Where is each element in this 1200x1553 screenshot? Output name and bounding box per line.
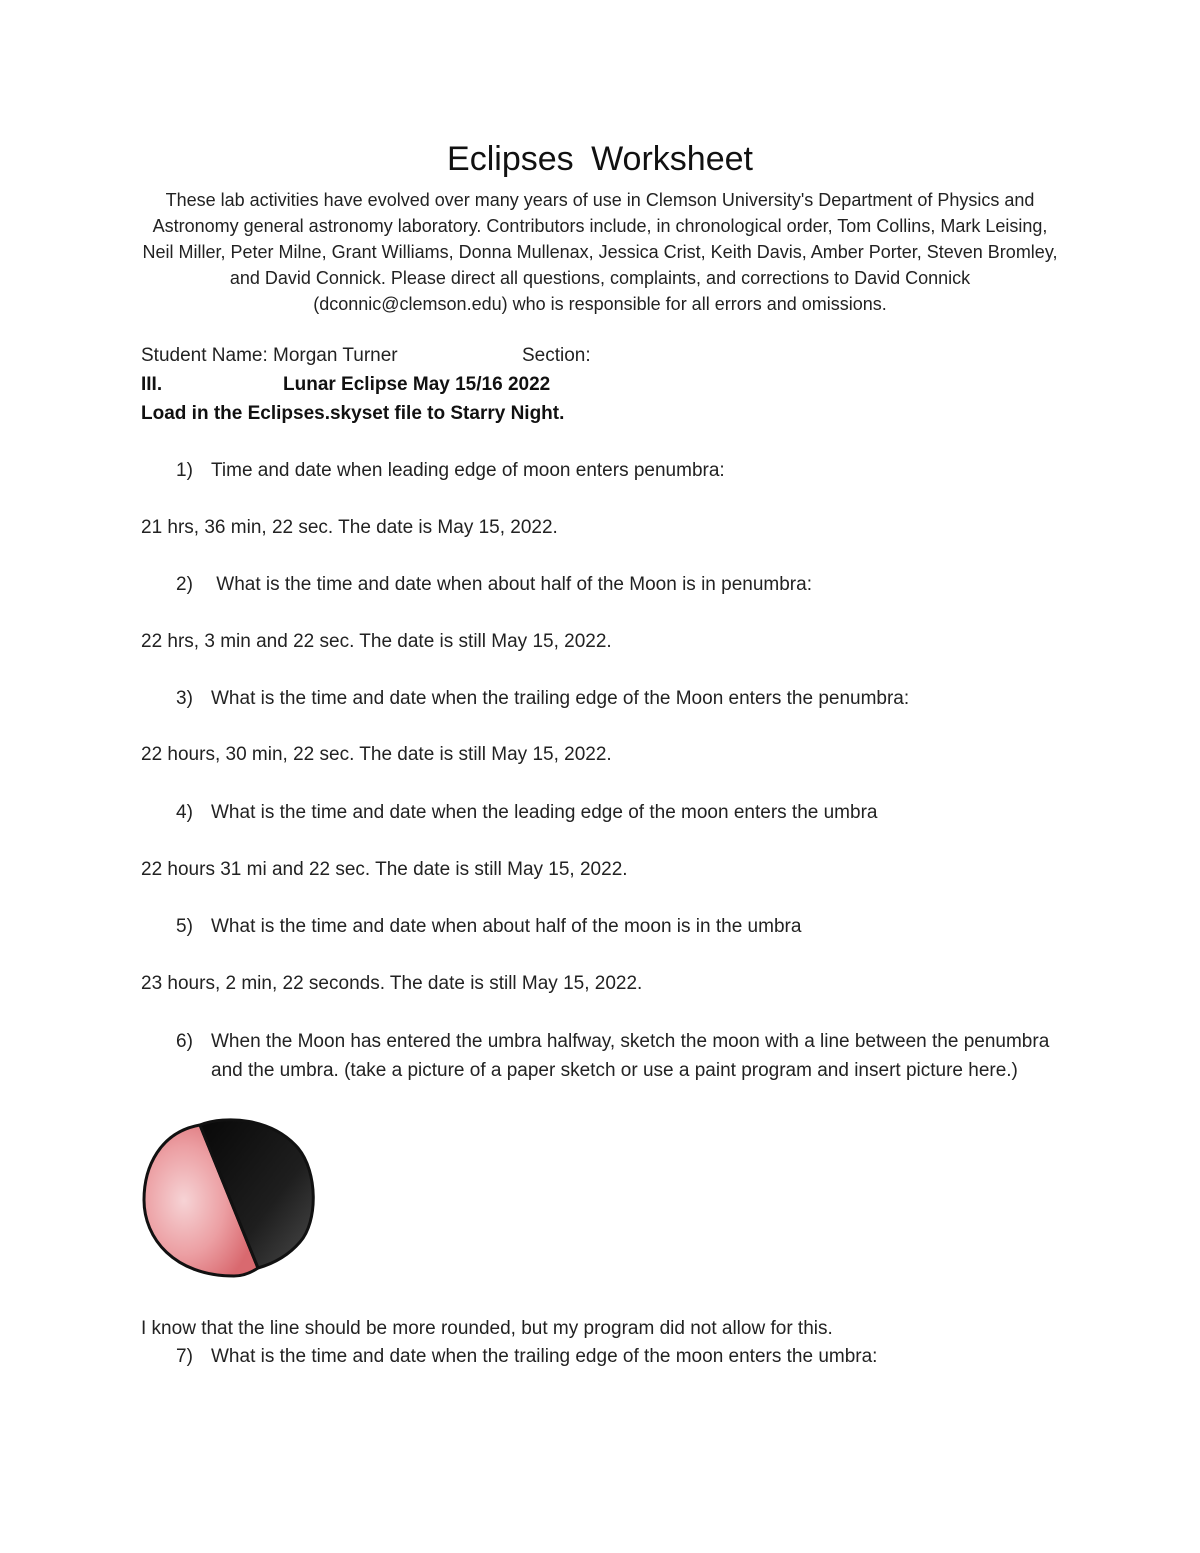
instruction-text: Load in the Eclipses.skyset file to Starry Night. xyxy=(141,403,565,424)
section-label: Section: xyxy=(522,345,591,366)
section-number: III. xyxy=(141,374,163,395)
answer-6: I know that the line should be more rounded, but my program did not allow for this. xyxy=(141,1318,833,1339)
question-text: What is the time and date when the trailing edge of the Moon enters the penumbra: xyxy=(211,688,910,709)
answer-1: 21 hrs, 36 min, 22 sec. The date is May 15, 2022. xyxy=(141,517,558,538)
question-number: 7) xyxy=(176,1346,193,1367)
question-text: What is the time and date when the leading edge of the moon enters the umbra xyxy=(211,802,878,823)
question-text: What is the time and date when about half of the Moon is in penumbra: xyxy=(211,574,812,595)
answer-3: 22 hours, 30 min, 22 sec. The date is still May 15, 2022. xyxy=(141,744,612,765)
section-heading-title: Lunar Eclipse May 15/16 2022 xyxy=(283,374,551,395)
question-text: Time and date when leading edge of moon enters penumbra: xyxy=(211,460,725,481)
student-name-line xyxy=(141,345,398,367)
question-4 xyxy=(176,802,877,824)
question-text: What is the time and date when about half of the moon is in the umbra xyxy=(211,916,802,937)
question-text: When the Moon has entered the umbra halfway, sketch the moon with a line between the penumbra and the umbra. (take a picture of a paper sketch or use a paint program and insert picture here.) xyxy=(211,1031,1050,1081)
question-number: 4) xyxy=(176,802,193,823)
student-name: Student Name: Morgan Turner xyxy=(141,345,398,366)
answer-4: 22 hours 31 mi and 22 sec. The date is still May 15, 2022. xyxy=(141,859,628,880)
question-number: 3) xyxy=(176,688,193,709)
question-text: What is the time and date when the trailing edge of the moon enters the umbra: xyxy=(211,1346,878,1367)
question-1 xyxy=(176,460,725,482)
question-number: 1) xyxy=(176,460,193,481)
question-number: 5) xyxy=(176,916,193,937)
question-7 xyxy=(176,1346,877,1368)
question-5 xyxy=(176,916,801,938)
intro-paragraph: These lab activities have evolved over many years of use in Clemson University's Department of Physics and Astronomy general astronomy laboratory. Contributors include, in chronological order, Tom Collins, Mark Leising, Neil Miller, Peter Milne, Grant Williams, Donna Mullenax, Jessica Crist, Keith Davis, Amber Porter, Steven Bromley, and David Connick. Please direct all questions, complaints, and corrections to David Connick (dconnic@clemson.edu) who is responsible for all errors and omissions. xyxy=(142,190,1058,314)
answer-2: 22 hrs, 3 min and 22 sec. The date is still May 15, 2022. xyxy=(141,631,612,652)
section-heading xyxy=(141,374,162,396)
question-2 xyxy=(176,574,812,596)
question-3 xyxy=(176,688,909,710)
section-field xyxy=(522,345,591,367)
answer-5: 23 hours, 2 min, 22 seconds. The date is still May 15, 2022. xyxy=(141,973,643,994)
question-number: 2) xyxy=(176,574,193,595)
moon-eclipse-sketch xyxy=(140,1112,320,1284)
page-title: Eclipses Worksheet xyxy=(447,140,753,178)
question-number: 6) xyxy=(176,1031,193,1052)
